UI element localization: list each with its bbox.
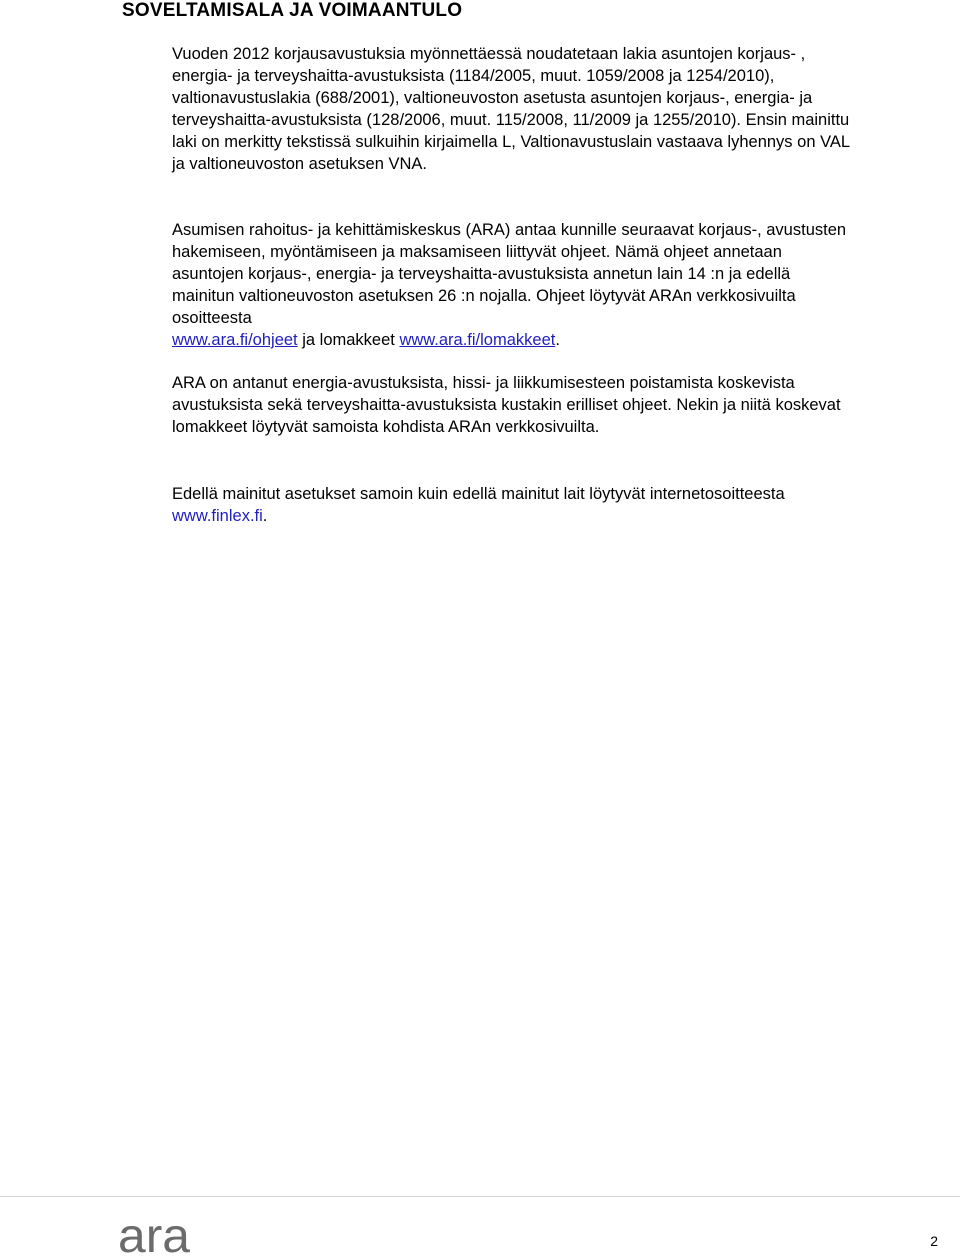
paragraph-ara-instructions xyxy=(172,219,852,351)
paragraph-finlex xyxy=(172,483,852,527)
paragraph-legislation: Vuoden 2012 korjausavustuksia myönnettäessä noudatetaan lakia asuntojen korjaus- , energia- ja terveyshaitta-avustuksista (1184/2005, muut. 1059/2008 ja 1254/2010), valtionavustuslakia (688/2001), valtioneuvoston asetusta asuntojen korjaus-, energia- ja terveyshaitta-avustuksista (128/2006, muut. 115/2008, 11/2009 ja 1255/2010). Ensin mainittu laki on merkitty tekstissä sulkuihin kirjaimella L, Valtionavustuslain vastaava lyhennys on VAL ja valtioneuvoston asetuksen VNA. xyxy=(172,45,850,173)
footer-divider xyxy=(0,1196,960,1197)
ara-ohjeet-link[interactable]: www.ara.fi/ohjeet xyxy=(172,331,298,349)
paragraph-finlex-end: . xyxy=(262,507,268,525)
paragraph-ara-instructions-text: Asumisen rahoitus- ja kehittämiskeskus (ARA) antaa kunnille seuraavat korjaus-, avustusten hakemiseen, myöntämiseen ja maksamiseen liittyvät ohjeet. Nämä ohjeet annetaan asuntojen korjaus-, energia- ja terveyshaitta-avustuksista annetun lain 14 :n ja edellä mainitun valtioneuvoston asetuksen 26 :n nojalla. Ohjeet löytyvät ARAn verkkosivuilta osoitteesta xyxy=(172,221,847,327)
ara-logo-text: ara xyxy=(118,1212,191,1256)
ara-lomakkeet-link[interactable]: www.ara.fi/lomakkeet xyxy=(399,331,556,349)
paragraph-finlex-text: Edellä mainitut asetukset samoin kuin edellä mainitut lait löytyvät internetosoitteesta xyxy=(172,485,785,503)
ara-logo xyxy=(118,1212,192,1256)
page-heading: SOVELTAMISALA JA VOIMAANTULO xyxy=(122,0,463,21)
paragraph-separate-instructions: ARA on antanut energia-avustuksista, hissi- ja liikkumisesteen poistamista koskevista avustuksista sekä terveyshaitta-avustuksista kustakin erilliset ohjeet. Nekin ja niitä koskevat lomakkeet löytyvät samoista kohdista ARAn verkkosivuilta. xyxy=(172,374,841,436)
paragraph-ara-instructions-end: . xyxy=(555,331,560,349)
page-number: 2 xyxy=(930,1233,938,1249)
finlex-link[interactable]: www.finlex.fi xyxy=(172,507,263,525)
paragraph-ara-instructions-between: ja lomakkeet xyxy=(297,331,400,349)
